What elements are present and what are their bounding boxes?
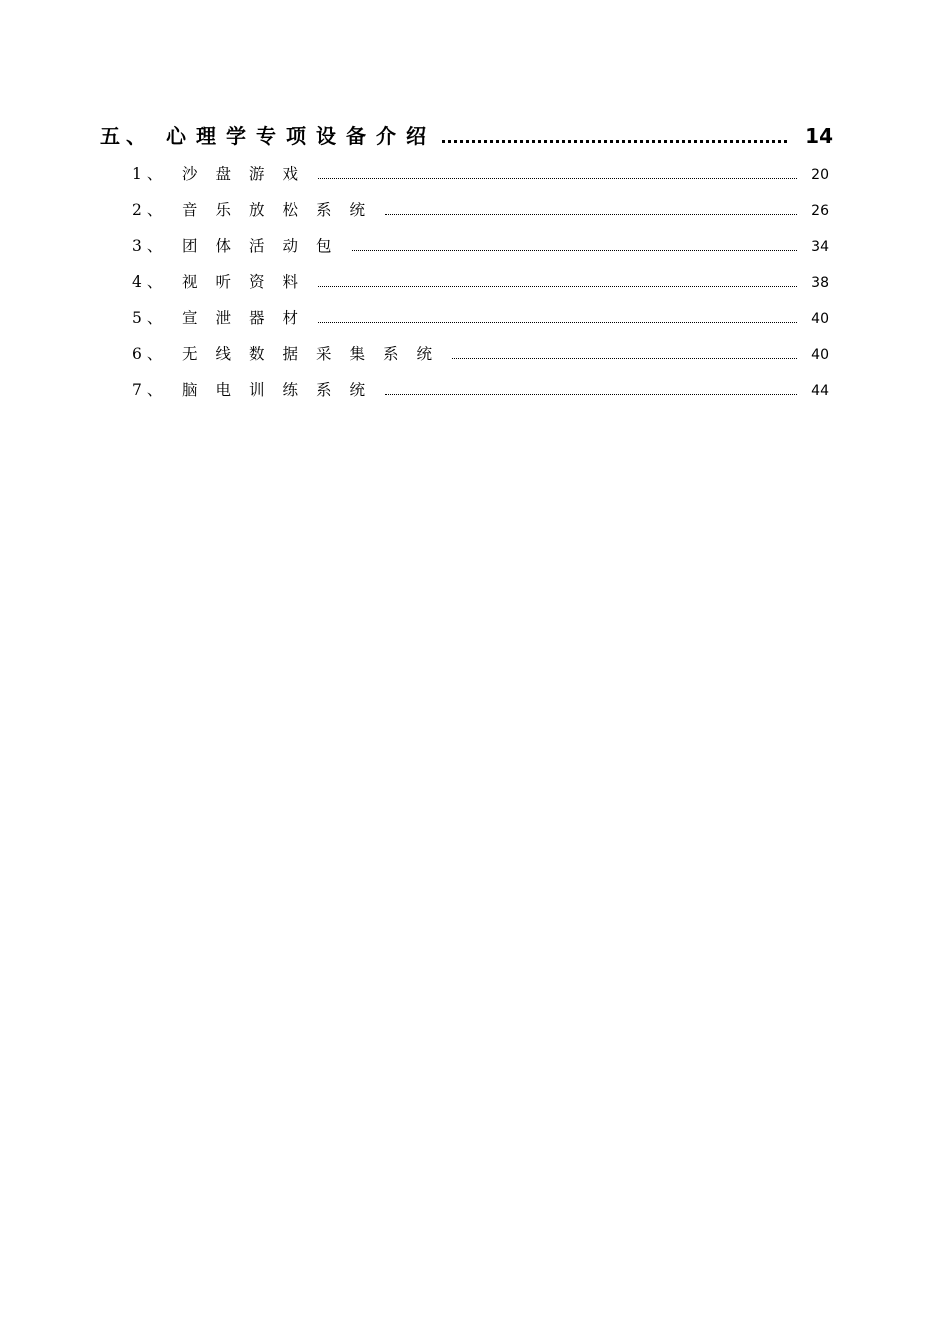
toc-item-number: 3、 [132,237,168,255]
toc-item-title: 音乐放松系统 [182,201,384,219]
toc-item-number: 6、 [132,345,168,363]
toc-item[interactable] [132,378,829,402]
toc-section-title: 心理学专项设备介绍 [166,124,436,148]
toc-section-number: 五、 [100,124,152,148]
toc-section-5[interactable] [100,120,833,152]
toc-item-page: 26 [811,203,829,219]
toc-section-page: 14 [805,124,833,148]
toc-dot-leader [385,214,797,215]
toc-item[interactable] [132,162,829,186]
toc-item[interactable] [132,198,829,222]
toc-dot-leader [318,322,797,323]
toc-item-number: 1、 [132,165,168,183]
toc-item-page: 40 [811,347,829,363]
toc-item-number: 5、 [132,309,168,327]
toc-item-page: 38 [811,275,829,291]
toc-item[interactable] [132,306,829,330]
toc-item-page: 40 [811,311,829,327]
toc-item[interactable] [132,234,829,258]
toc-dot-leader [352,250,798,251]
toc-item-number: 4、 [132,273,168,291]
toc-dot-leader [385,394,797,395]
toc-item-page: 20 [811,167,829,183]
toc-item[interactable] [132,342,829,366]
toc-item-page: 44 [811,383,829,399]
toc-item-title: 团体活动包 [182,237,350,255]
toc-dot-leader [452,358,797,359]
toc-item-number: 7、 [132,381,168,399]
toc-dot-leader [318,286,797,287]
toc-item[interactable] [132,270,829,294]
toc-item-title: 视听资料 [182,273,317,291]
toc-item-page: 34 [811,239,829,255]
toc-item-title: 宣泄器材 [182,309,317,327]
toc-item-title: 脑电训练系统 [182,381,384,399]
toc-item-title: 无线数据采集系统 [182,345,451,363]
toc-item-number: 2、 [132,201,168,219]
toc-dot-leader [318,178,797,179]
toc-dot-leader [442,140,787,143]
toc-item-title: 沙盘游戏 [182,165,317,183]
